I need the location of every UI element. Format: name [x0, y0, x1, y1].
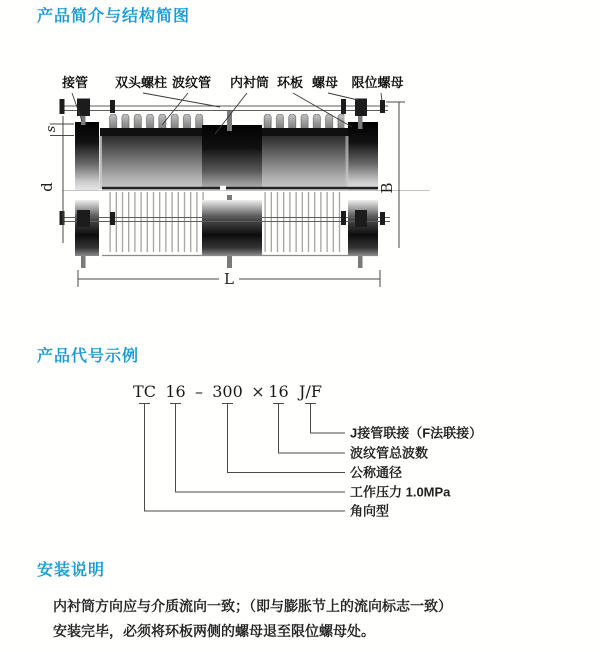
label-ring-plate: 环板 — [276, 75, 304, 90]
code-token-pressure: 16 — [165, 382, 186, 401]
code-connector-lines — [139, 404, 345, 512]
label-inner-liner: 内衬筒 — [229, 75, 270, 90]
product-code-example-diagram — [0, 375, 600, 535]
note-total-waves: 波纹管总波数 — [350, 445, 429, 461]
joint-body-upper — [75, 122, 378, 190]
code-token-times: × — [251, 382, 265, 401]
code-token-dash: – — [195, 382, 203, 401]
install-instructions — [53, 594, 523, 644]
label-limit-nut: 限位螺母 — [351, 75, 404, 90]
section-heading-product-code: 产品代号示例 — [37, 348, 140, 365]
dim-label-s: s — [44, 125, 59, 133]
note-connection-type: J接管联接（F法联接） — [350, 425, 483, 441]
dim-label-B: B — [378, 182, 396, 194]
note-working-pressure: 工作压力 1.0MPa — [350, 484, 451, 500]
note-nominal-diameter: 公称通径 — [350, 465, 403, 480]
section-heading-install-notes: 安装说明 — [37, 562, 106, 579]
code-notes — [350, 426, 482, 519]
left-pipe-end — [75, 122, 99, 190]
label-double-end-stud: 双头螺柱 — [114, 75, 168, 90]
right-pipe-end — [348, 122, 378, 190]
code-tokens — [133, 382, 322, 401]
note-angular-type: 角向型 — [350, 503, 390, 519]
label-nut: 螺母 — [311, 75, 339, 90]
dim-label-d: d — [38, 182, 56, 192]
label-connecting-pipe: 接管 — [61, 75, 89, 90]
dim-label-L: L — [224, 270, 234, 288]
expansion-joint-structure-diagram — [0, 60, 600, 310]
label-bellows: 波纹管 — [171, 75, 212, 90]
install-instruction-line1: 内衬筒方向应与介质流向一致；（即与膨胀节上的流向标志一致） — [53, 598, 452, 614]
install-instruction-line2: 安装完毕，必须将环板两侧的螺母退至限位螺母处。 — [53, 623, 375, 639]
code-token-waves: 16 — [268, 382, 289, 401]
code-token-diameter: 300 — [212, 382, 243, 401]
section-heading-product-intro: 产品简介与结构简图 — [37, 8, 191, 25]
code-token-connection: J/F — [299, 382, 322, 401]
code-token-type: TC — [133, 382, 156, 401]
inner-liner-plate — [202, 125, 262, 189]
part-labels — [61, 75, 404, 90]
